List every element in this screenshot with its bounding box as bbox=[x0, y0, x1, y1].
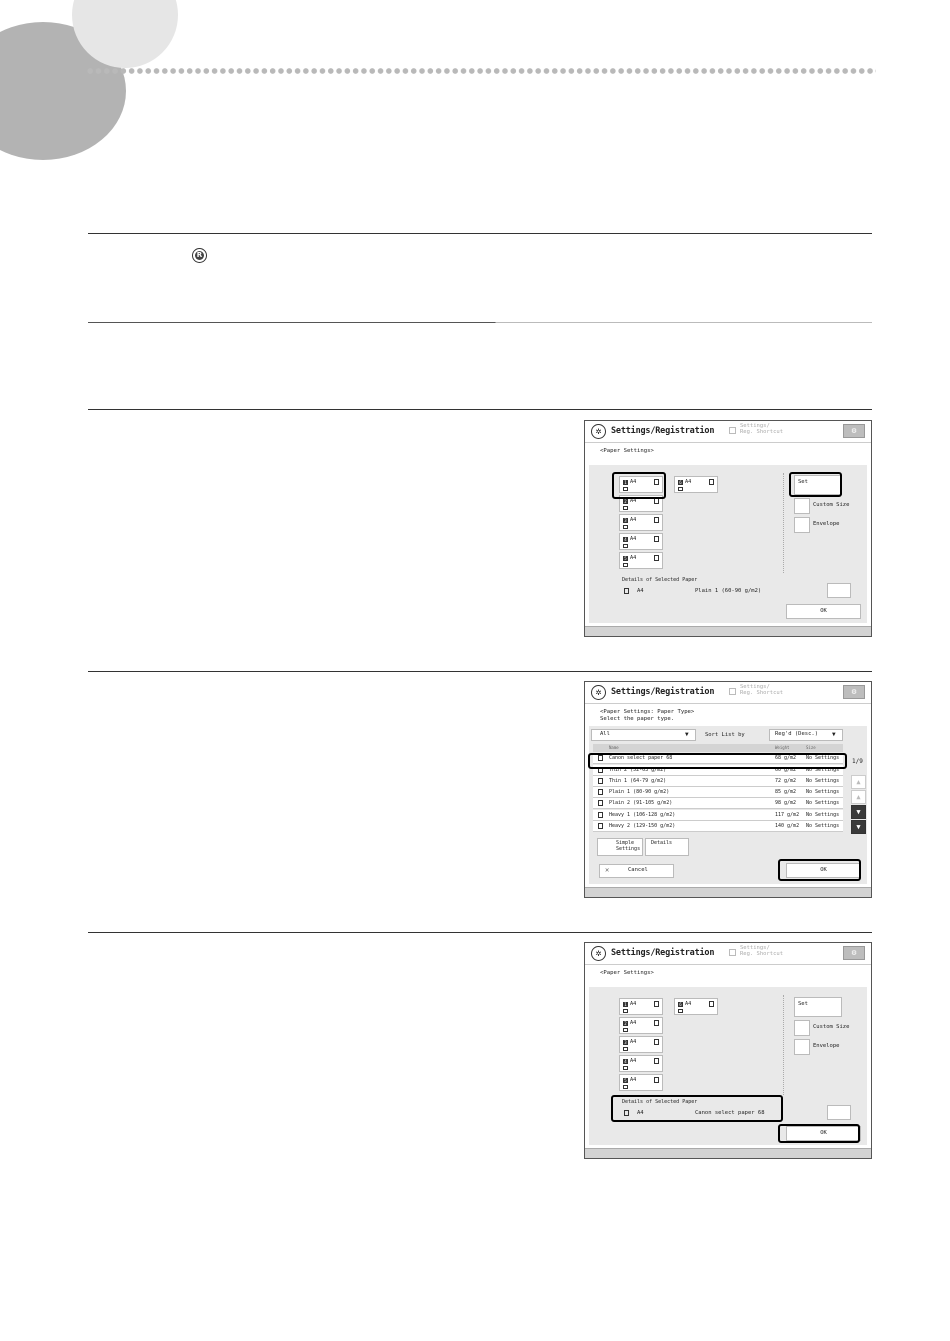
table-row[interactable]: Plain 1 (80-90 g/m2) 85 g/m2 No Settings bbox=[593, 787, 843, 798]
paper-icon bbox=[654, 1039, 659, 1045]
tray-4[interactable]: 4 A4 bbox=[619, 1055, 663, 1072]
details-heading: Details of Selected Paper bbox=[622, 1099, 698, 1105]
paper-edit-button[interactable] bbox=[827, 583, 851, 598]
page-indicator: 1/9 bbox=[852, 758, 863, 765]
screen-title: Settings/Registration bbox=[611, 948, 715, 958]
shortcut-link[interactable]: Settings/ Reg. Shortcut bbox=[740, 423, 784, 435]
screen-title: Settings/Registration bbox=[611, 687, 715, 697]
filter-select[interactable]: All bbox=[591, 729, 696, 741]
divider bbox=[783, 473, 784, 573]
paper-icon bbox=[654, 1058, 659, 1064]
status-bar bbox=[585, 626, 871, 636]
paper-icon bbox=[598, 812, 603, 818]
breadcrumb: <Paper Settings> bbox=[600, 970, 654, 976]
paper-icon bbox=[654, 536, 659, 542]
paper-icon bbox=[654, 517, 659, 523]
chevron-down-icon: ▼ bbox=[832, 731, 836, 738]
step-divider bbox=[88, 409, 872, 410]
gear-icon[interactable]: ⚙ bbox=[843, 685, 865, 699]
paper-icon bbox=[598, 778, 603, 784]
chevron-down-icon: ▼ bbox=[685, 731, 689, 738]
status-bar bbox=[585, 1148, 871, 1158]
close-icon: ✕ bbox=[605, 866, 610, 874]
details-button[interactable]: Details bbox=[645, 838, 689, 856]
paper-icon bbox=[654, 1077, 659, 1083]
ok-button[interactable]: OK bbox=[786, 1126, 861, 1141]
scroll-up-icon[interactable]: ▲ bbox=[851, 790, 866, 804]
highlight-details bbox=[611, 1095, 783, 1122]
column-header: Size bbox=[806, 745, 816, 750]
highlight-tray-1 bbox=[612, 472, 666, 499]
set-button[interactable]: Set bbox=[794, 475, 842, 495]
highlight-selected-row bbox=[588, 753, 847, 769]
details-paper-type: Plain 1 (60-90 g/m2) bbox=[695, 588, 762, 594]
set-button[interactable]: Set bbox=[794, 997, 842, 1017]
details-heading: Details of Selected Paper bbox=[622, 577, 698, 583]
ok-button[interactable]: OK bbox=[786, 604, 861, 619]
step-divider bbox=[88, 233, 872, 234]
screen-title: Settings/Registration bbox=[611, 426, 715, 436]
custom-size-label: Custom Size bbox=[813, 502, 850, 508]
tray-bypass[interactable]: 6 A4 bbox=[674, 998, 718, 1015]
highlight-set-button bbox=[789, 472, 842, 497]
gear-icon[interactable]: ⚙ bbox=[843, 424, 865, 438]
scroll-top-icon[interactable]: ▲ bbox=[851, 775, 866, 789]
envelope-label: Envelope bbox=[813, 1043, 840, 1049]
status-bar bbox=[585, 887, 871, 897]
dotted-divider bbox=[86, 67, 876, 75]
settings-logo-icon: ✲ bbox=[591, 946, 606, 961]
screen-header bbox=[585, 421, 871, 443]
table-row[interactable]: Thin 2 (52-63 g/m2) 60 g/m2 No Settings bbox=[593, 765, 843, 776]
paper-icon bbox=[624, 588, 629, 594]
tray-2[interactable]: 2 A4 bbox=[619, 495, 663, 512]
column-header: Name bbox=[609, 745, 619, 750]
paper-edit-button[interactable] bbox=[827, 1105, 851, 1120]
screenshot-paper-type bbox=[584, 681, 872, 898]
table-row[interactable]: Plain 2 (91-105 g/m2) 98 g/m2 No Settings bbox=[593, 798, 843, 809]
paper-icon bbox=[598, 823, 603, 829]
paper-icon bbox=[654, 1001, 659, 1007]
simple-settings-button[interactable]: Simple Settings bbox=[597, 838, 643, 856]
highlight-ok-button bbox=[778, 1124, 860, 1143]
table-row[interactable]: Heavy 2 (129-150 g/m2) 140 g/m2 No Settings bbox=[593, 821, 843, 832]
table-row[interactable]: Heavy 1 (106-128 g/m2) 117 g/m2 No Settings bbox=[593, 810, 843, 821]
paper-icon bbox=[709, 479, 714, 485]
tray-1[interactable]: 1 A4 bbox=[619, 476, 663, 493]
screen-header bbox=[585, 943, 871, 965]
envelope-button[interactable] bbox=[794, 517, 810, 533]
highlight-ok-button bbox=[778, 859, 861, 881]
paper-icon bbox=[709, 1001, 714, 1007]
shortcut-icon bbox=[729, 949, 736, 956]
tray-bypass[interactable]: 6 A4 bbox=[674, 476, 718, 493]
details-size: A4 bbox=[637, 1110, 644, 1116]
custom-size-label: Custom Size bbox=[813, 1024, 850, 1030]
screenshot-paper-settings bbox=[584, 420, 872, 637]
scroll-bottom-icon[interactable]: ▼ bbox=[851, 820, 866, 834]
gear-icon[interactable]: ⚙ bbox=[843, 946, 865, 960]
shortcut-icon bbox=[729, 427, 736, 434]
table-row[interactable]: Thin 1 (64-79 g/m2) 72 g/m2 No Settings bbox=[593, 776, 843, 787]
details-paper-type: Canon select paper 68 bbox=[695, 1110, 765, 1116]
paper-icon bbox=[654, 1020, 659, 1026]
shortcut-link[interactable]: Settings/ Reg. Shortcut bbox=[740, 945, 784, 957]
envelope-button[interactable] bbox=[794, 1039, 810, 1055]
tray-4[interactable]: 4 A4 bbox=[619, 533, 663, 550]
breadcrumb: <Paper Settings: Paper Type> bbox=[600, 709, 695, 715]
settings-logo-icon: ✲ bbox=[591, 424, 606, 439]
sort-label: Sort List by bbox=[705, 732, 745, 738]
tray-2[interactable]: 2 A4 bbox=[619, 1017, 663, 1034]
shortcut-icon bbox=[729, 688, 736, 695]
breadcrumb: <Paper Settings> bbox=[600, 448, 654, 454]
screen-header bbox=[585, 682, 871, 704]
ok-button[interactable]: OK bbox=[786, 863, 861, 878]
step-divider bbox=[88, 932, 872, 933]
table-row[interactable]: Canon select paper 68 68 g/m2 No Settings bbox=[593, 753, 843, 764]
sort-select[interactable]: Reg'd (Desc.) bbox=[769, 729, 843, 741]
scroll-down-icon[interactable]: ▼ bbox=[851, 805, 866, 819]
table-header bbox=[593, 744, 843, 752]
step-divider bbox=[88, 671, 872, 672]
divider bbox=[783, 995, 784, 1095]
shortcut-link[interactable]: Settings/ Reg. Shortcut bbox=[740, 684, 784, 696]
custom-size-button[interactable] bbox=[794, 498, 810, 514]
screenshot-paper-settings-result bbox=[584, 942, 872, 1159]
paper-icon bbox=[654, 555, 659, 561]
tray-3[interactable]: 3 A4 bbox=[619, 514, 663, 531]
tray-5[interactable]: 5 A4 bbox=[619, 552, 663, 569]
tray-1[interactable]: 1 A4 bbox=[619, 998, 663, 1015]
details-size: A4 bbox=[637, 588, 644, 594]
paper-icon bbox=[598, 789, 603, 795]
instruction: Select the paper type. bbox=[600, 716, 675, 722]
paper-icon bbox=[598, 800, 603, 806]
tray-3[interactable]: 3 A4 bbox=[619, 1036, 663, 1053]
envelope-label: Envelope bbox=[813, 521, 840, 527]
tray-5[interactable]: 5 A4 bbox=[619, 1074, 663, 1091]
reset-icon: R bbox=[192, 248, 207, 263]
step-divider bbox=[88, 322, 872, 323]
cancel-button[interactable]: ✕ Cancel bbox=[599, 864, 674, 878]
custom-size-button[interactable] bbox=[794, 1020, 810, 1036]
column-header: Weight bbox=[775, 745, 790, 750]
settings-logo-icon: ✲ bbox=[591, 685, 606, 700]
